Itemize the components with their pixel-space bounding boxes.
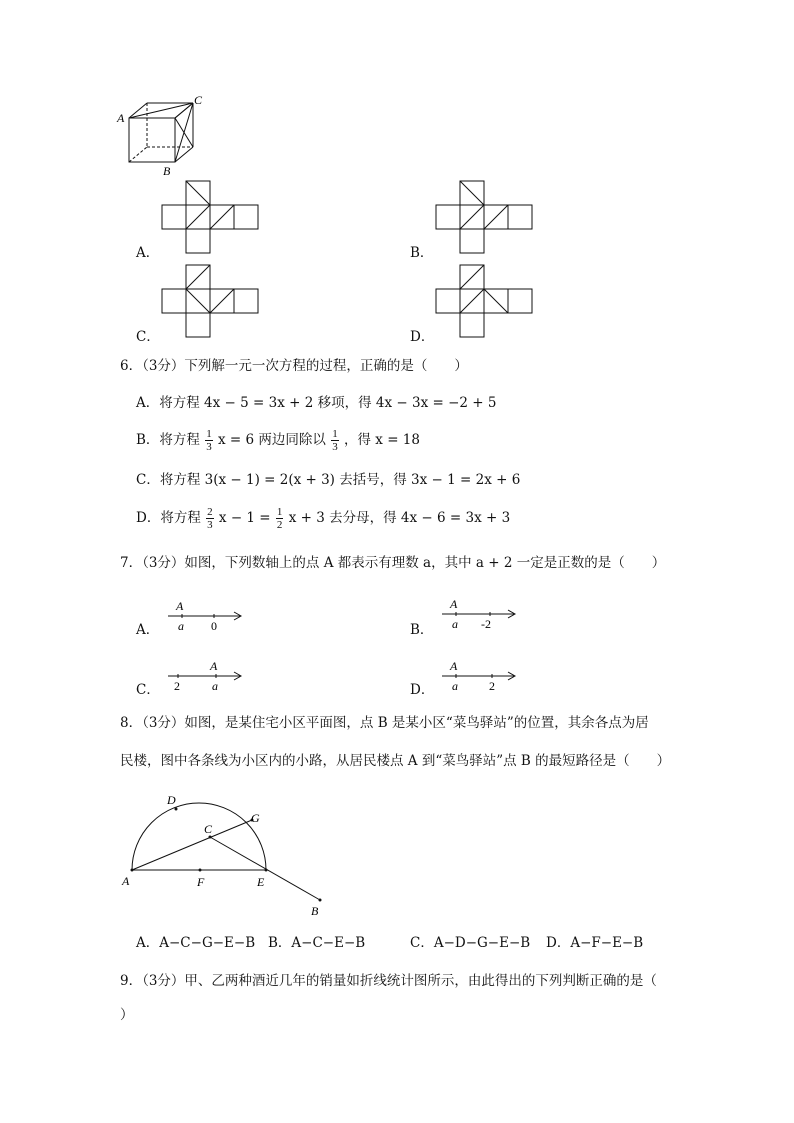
q7-stem: 7．（3分）如图，下列数轴上的点 A 都表示有理数 a，其中 a + 2 一定是正数的是（ ） (120, 555, 666, 571)
q5-option-b-label[interactable]: B． (410, 245, 434, 261)
point-a-label: A (210, 659, 218, 673)
q6-option-d-post: x + 3 去分母，得 4x − 6 = 3x + 3 (288, 510, 511, 526)
cube-label-a: A (117, 111, 125, 125)
q9-stem-line1: 9．（3分）甲、乙两种酒近几年的销量如折线统计图所示，由此得出的下列判断正确的是（ (120, 973, 657, 989)
tick-label: 2 (174, 679, 180, 693)
number-line-c (164, 656, 248, 696)
fraction-two-thirds: $\frac{2}{3}$ (207, 506, 213, 531)
point-a-label: A (176, 599, 184, 613)
var-a-label: a (452, 617, 458, 631)
tick-label: 2 (489, 679, 495, 693)
q6-option-b-mid: x = 6 两边同除以 (218, 432, 326, 448)
q6-option-a[interactable]: A．将方程 4x − 5 = 3x + 2 移项，得 4x − 3x = −2 + 5 (136, 395, 497, 411)
cube-net-b (434, 180, 534, 256)
q7-option-c-label[interactable]: C． (136, 682, 160, 698)
number-line-b (438, 594, 522, 634)
q6-option-b-post: ，得 x = 18 (344, 432, 420, 448)
point-f-label: F (197, 875, 205, 889)
tick-label: 0 (211, 619, 217, 633)
q5-option-d-label[interactable]: D． (410, 329, 435, 345)
var-a-label: a (212, 679, 218, 693)
q6-stem: 6．（3分）下列解一元一次方程的过程，正确的是（ ） (120, 358, 468, 374)
q6-option-b-pre: B．将方程 (136, 432, 200, 448)
point-a-label: A (450, 659, 458, 673)
cube-net-c (160, 264, 260, 340)
q5-option-c-label[interactable]: C． (136, 329, 160, 345)
community-map-figure (118, 788, 338, 920)
fraction-one-third-divisor: $\frac{1}{3}$ (332, 428, 338, 453)
point-e-label: E (257, 875, 265, 889)
q6-option-c[interactable]: C．将方程 3(x − 1) = 2(x + 3) 去括号，得 3x − 1 = 2x + 6 (136, 472, 521, 488)
fraction-one-third: $\frac{1}{3}$ (206, 428, 212, 453)
q7-option-b-label[interactable]: B． (410, 622, 434, 638)
q8-stem-line2: 民楼，图中各条线为小区内的小路，从居民楼点 A 到“菜鸟驿站”点 B 的最短路径是（ ） (120, 753, 671, 769)
var-a-label: a (178, 619, 184, 633)
point-b-label: B (311, 904, 319, 918)
number-line-d (438, 656, 522, 696)
tick-label: -2 (481, 617, 491, 631)
point-a-label: A (450, 597, 458, 611)
q8-option-d[interactable]: D．A−F−E−B (546, 935, 644, 951)
point-a-label: A (122, 874, 130, 888)
q8-stem-line1: 8．（3分）如图，是某住宅小区平面图，点 B 是某小区“菜鸟驿站”的位置，其余各点为居 (120, 715, 649, 731)
q5-option-a-label[interactable]: A． (136, 245, 160, 261)
q6-option-b[interactable] (136, 428, 420, 453)
cube-net-a (160, 180, 260, 256)
q8-option-a[interactable]: A．A−C−G−E−B (136, 935, 256, 951)
cube-net-d (434, 264, 534, 340)
fraction-one-half: $\frac{1}{2}$ (276, 506, 283, 531)
cube-label-b: B (163, 164, 171, 178)
cube-figure (115, 92, 205, 178)
q8-option-b[interactable]: B．A−C−E−B (268, 935, 366, 951)
point-d-label: D (167, 793, 176, 807)
number-line-a (164, 596, 248, 636)
var-a-label: a (452, 679, 458, 693)
cube-label-c: C (194, 93, 203, 107)
point-c-label: C (204, 822, 213, 836)
q6-option-d-mid: x − 1 = (218, 510, 271, 526)
q7-option-a-label[interactable]: A． (136, 622, 160, 638)
q6-option-d-pre: D．将方程 (136, 510, 201, 526)
q6-option-d[interactable] (136, 506, 510, 531)
q9-stem-line2: ） (120, 1007, 134, 1023)
q8-option-c[interactable]: C．A−D−G−E−B (410, 935, 531, 951)
point-g-label: G (251, 811, 260, 825)
q7-option-d-label[interactable]: D． (410, 682, 435, 698)
